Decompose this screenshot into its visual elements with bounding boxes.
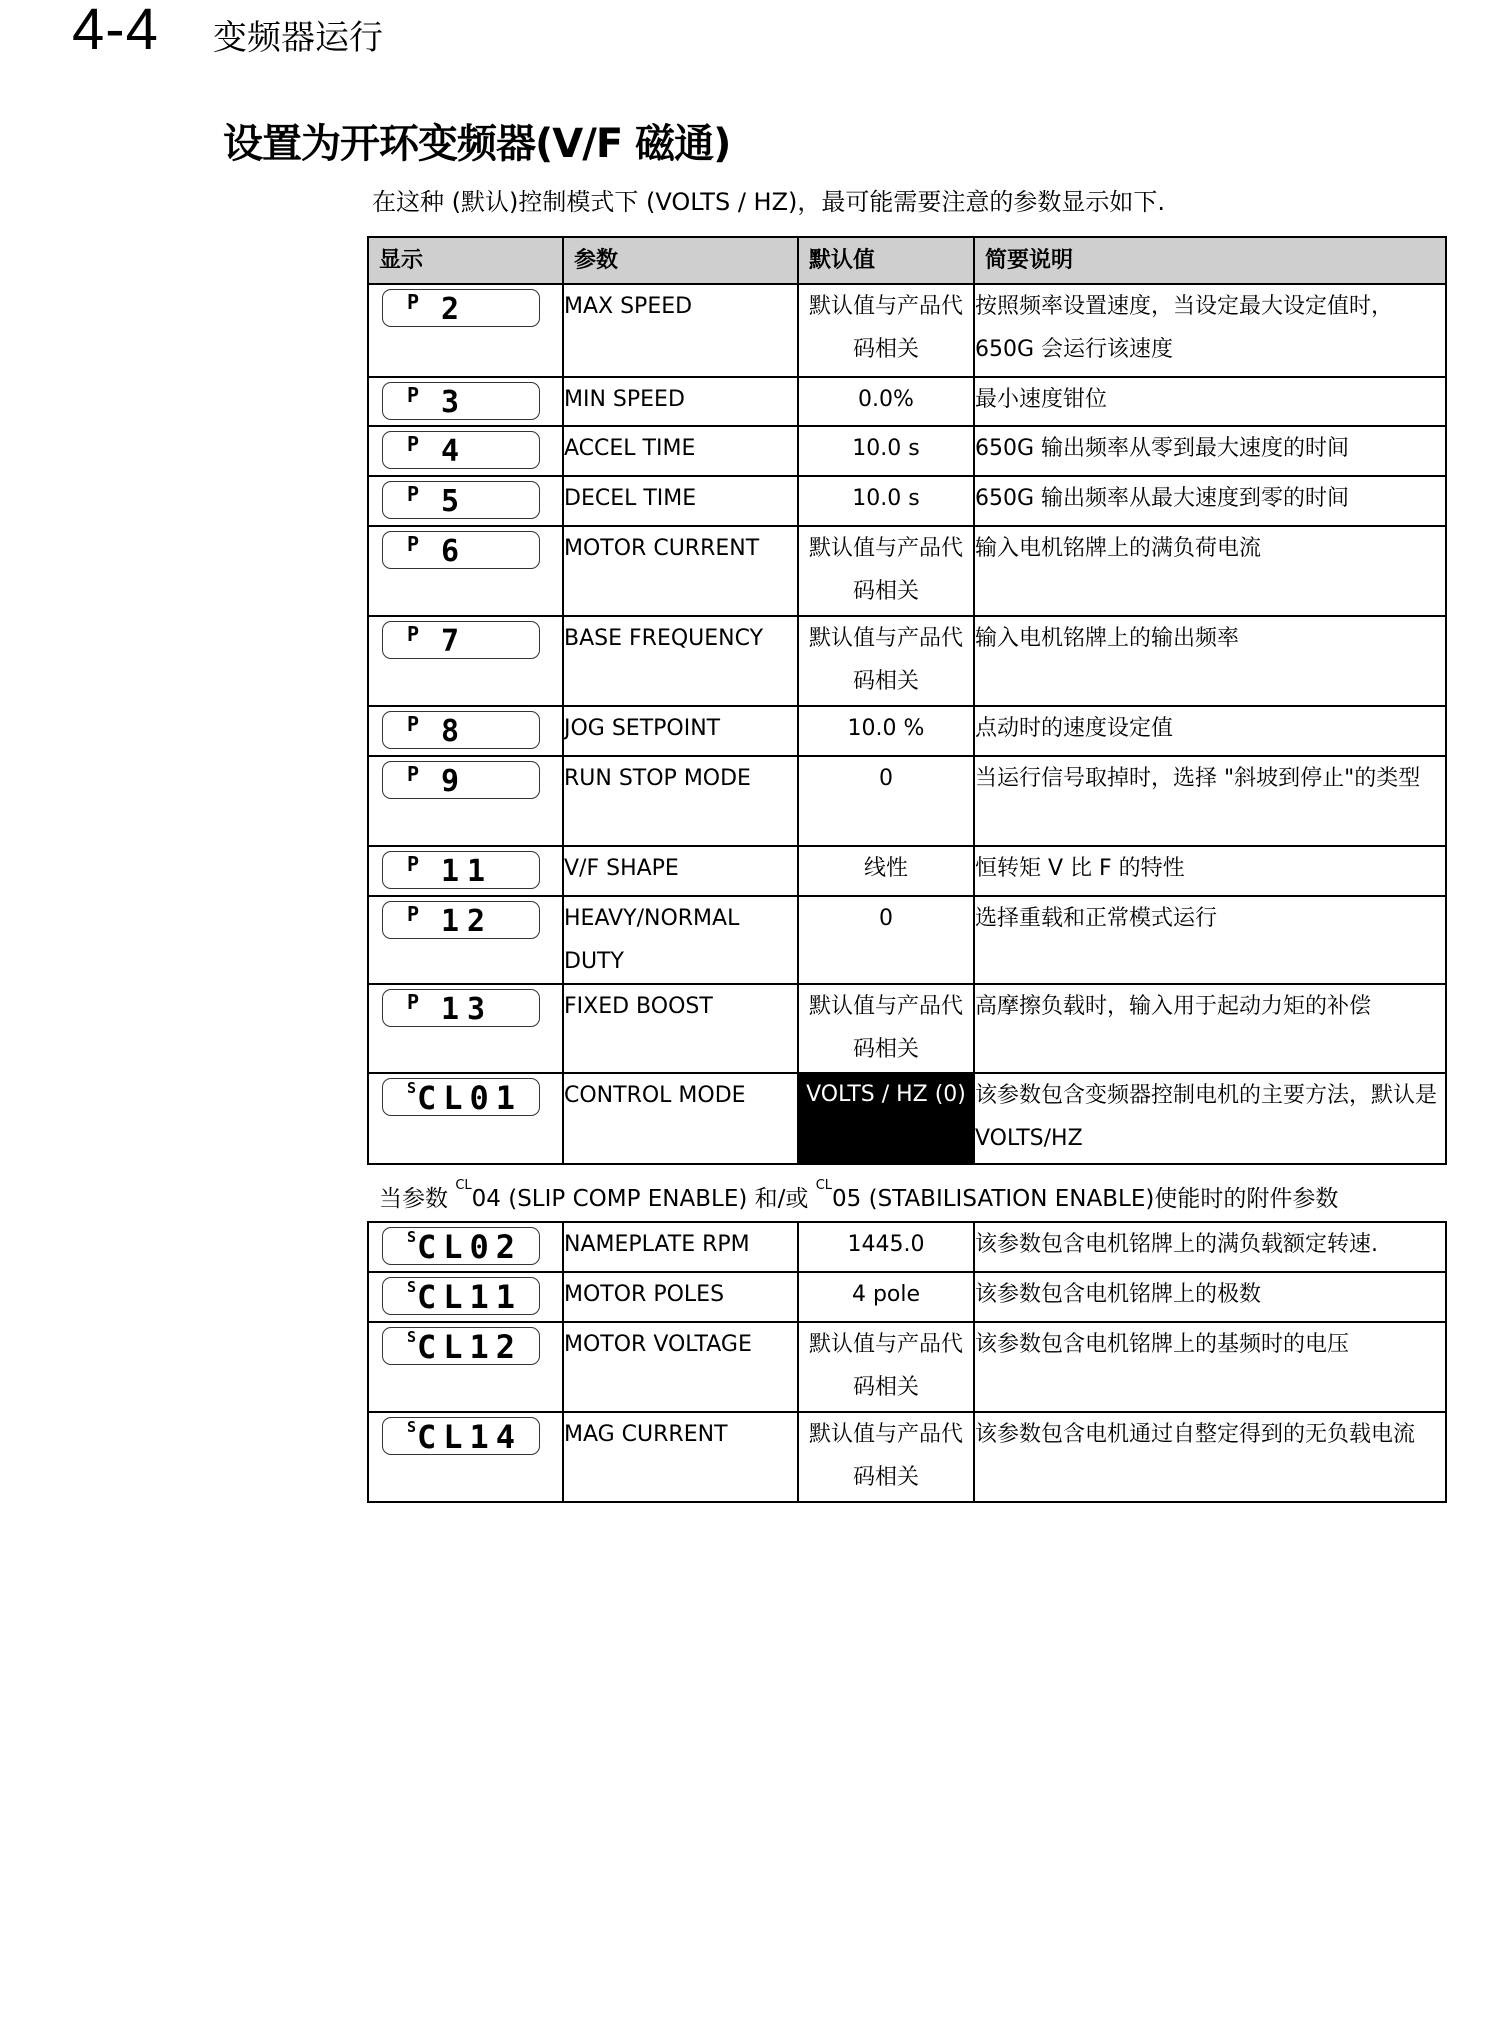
default-value: VOLTS / HZ (0) [798, 1073, 974, 1164]
display-prefix: P [407, 902, 420, 926]
parameter-table [367, 236, 1447, 1165]
additional-params-note [379, 1180, 1338, 1213]
display-cell [368, 1272, 563, 1322]
table-row [368, 426, 1446, 476]
display-number: 3 [441, 385, 468, 420]
lcd-display-icon [382, 711, 540, 749]
section-title: 设置为开环变频器(V/F 磁通) [223, 121, 731, 167]
display-cell [368, 1322, 563, 1412]
additional-parameter-table [367, 1221, 1447, 1503]
display-prefix: P [407, 383, 420, 407]
default-value: 10.0 s [798, 476, 974, 526]
default-value: 默认值与产品代码相关 [798, 284, 974, 377]
display-prefix: S [407, 1278, 417, 1296]
parameter-name: V/F SHAPE [563, 846, 798, 896]
display-number: CL01 [417, 1079, 523, 1117]
display-prefix: P [407, 290, 420, 314]
display-cell [368, 1222, 563, 1272]
description: 该参数包含电机铭牌上的极数 [974, 1272, 1446, 1322]
default-value: 默认值与产品代码相关 [798, 526, 974, 616]
display-prefix: S [407, 1418, 417, 1436]
lcd-display-icon [382, 1227, 540, 1265]
parameter-name: FIXED BOOST [563, 984, 798, 1073]
description: 最小速度钳位 [974, 377, 1446, 426]
table-row [368, 526, 1446, 616]
display-number: CL02 [417, 1228, 523, 1266]
lcd-display-icon [382, 901, 540, 939]
table-row [368, 706, 1446, 756]
display-prefix: P [407, 432, 420, 456]
column-header-description: 简要说明 [974, 237, 1446, 284]
display-number: CL11 [417, 1278, 523, 1316]
display-cell [368, 706, 563, 756]
parameter-name: MAG CURRENT [563, 1412, 798, 1502]
lcd-display-icon [382, 1078, 540, 1116]
lcd-display-icon [382, 1277, 540, 1315]
table-row [368, 1412, 1446, 1502]
lcd-display-icon [382, 289, 540, 327]
parameter-name: HEAVY/NORMAL DUTY [563, 896, 798, 984]
intro-text: 在这种 (默认)控制模式下 (VOLTS / HZ)，最可能需要注意的参数显示如下. [372, 188, 1166, 216]
default-value: 线性 [798, 846, 974, 896]
parameter-name: ACCEL TIME [563, 426, 798, 476]
description: 选择重载和正常模式运行 [974, 896, 1446, 984]
display-number: 2 [441, 292, 468, 327]
parameter-name: MIN SPEED [563, 377, 798, 426]
parameter-name: MOTOR CURRENT [563, 526, 798, 616]
note-text: 05 (STABILISATION ENABLE)使能时的附件参数 [832, 1186, 1339, 1212]
table-row [368, 476, 1446, 526]
default-value: 默认值与产品代码相关 [798, 984, 974, 1073]
display-number: 11 [441, 854, 494, 889]
display-cell [368, 1412, 563, 1502]
display-number: 7 [441, 624, 468, 659]
display-prefix: P [407, 852, 420, 876]
default-value: 4 pole [798, 1272, 974, 1322]
table-row [368, 896, 1446, 984]
table-row [368, 1073, 1446, 1164]
parameter-name: MAX SPEED [563, 284, 798, 377]
default-value: 默认值与产品代码相关 [798, 616, 974, 706]
description: 该参数包含电机铭牌上的基频时的电压 [974, 1322, 1446, 1412]
display-number: 6 [441, 534, 468, 569]
column-header-parameter: 参数 [563, 237, 798, 284]
note-text: 04 (SLIP COMP ENABLE) 和/或 [471, 1186, 816, 1212]
parameter-name: MOTOR VOLTAGE [563, 1322, 798, 1412]
display-prefix: P [407, 482, 420, 506]
display-cell [368, 526, 563, 616]
table-row [368, 846, 1446, 896]
display-number: 9 [441, 764, 468, 799]
display-cell [368, 377, 563, 426]
display-cell [368, 846, 563, 896]
lcd-display-icon [382, 382, 540, 420]
display-number: 12 [441, 904, 494, 939]
description: 该参数包含电机铭牌上的满负载额定转速. [974, 1222, 1446, 1272]
display-cell [368, 426, 563, 476]
display-prefix: S [407, 1079, 417, 1097]
table-row [368, 616, 1446, 706]
parameter-name: RUN STOP MODE [563, 756, 798, 846]
table-row [368, 1222, 1446, 1272]
display-cell [368, 1073, 563, 1164]
display-prefix: S [407, 1228, 417, 1246]
parameter-name: JOG SETPOINT [563, 706, 798, 756]
default-value: 0 [798, 896, 974, 984]
table-row [368, 984, 1446, 1073]
display-prefix: P [407, 532, 420, 556]
lcd-display-icon [382, 761, 540, 799]
description: 高摩擦负载时，输入用于起动力矩的补偿 [974, 984, 1446, 1073]
display-number: 13 [441, 992, 494, 1027]
table-header-row [368, 237, 1446, 284]
default-value: 0.0% [798, 377, 974, 426]
lcd-display-icon [382, 481, 540, 519]
lcd-display-icon [382, 1327, 540, 1365]
parameter-name: CONTROL MODE [563, 1073, 798, 1164]
parameter-name: BASE FREQUENCY [563, 616, 798, 706]
note-superscript: CL [815, 1178, 833, 1193]
lcd-display-icon [382, 989, 540, 1027]
display-prefix: P [407, 712, 420, 736]
description: 该参数包含电机通过自整定得到的无负载电流 [974, 1412, 1446, 1502]
display-prefix: P [407, 762, 420, 786]
note-text: 当参数 [379, 1186, 456, 1212]
description: 当运行信号取掉时，选择 "斜坡到停止"的类型 [974, 756, 1446, 846]
default-value: 10.0 % [798, 706, 974, 756]
parameter-name: MOTOR POLES [563, 1272, 798, 1322]
description: 650G 输出频率从最大速度到零的时间 [974, 476, 1446, 526]
description: 输入电机铭牌上的输出频率 [974, 616, 1446, 706]
default-value: 默认值与产品代码相关 [798, 1412, 974, 1502]
display-cell [368, 896, 563, 984]
description: 按照频率设置速度，当设定最大设定值时，650G 会运行该速度 [974, 284, 1446, 377]
lcd-display-icon [382, 431, 540, 469]
display-cell [368, 984, 563, 1073]
display-number: 8 [441, 714, 468, 749]
chapter-title: 变频器运行 [213, 18, 383, 58]
default-value: 10.0 s [798, 426, 974, 476]
display-prefix: P [407, 990, 420, 1014]
lcd-display-icon [382, 621, 540, 659]
display-prefix: S [407, 1328, 417, 1346]
description: 点动时的速度设定值 [974, 706, 1446, 756]
display-number: 5 [441, 484, 468, 519]
lcd-display-icon [382, 1417, 540, 1455]
note-superscript: CL [455, 1178, 472, 1193]
column-header-default: 默认值 [798, 237, 974, 284]
parameter-name: DECEL TIME [563, 476, 798, 526]
display-cell [368, 756, 563, 846]
display-number: CL14 [417, 1418, 523, 1456]
table-row [368, 377, 1446, 426]
column-header-display: 显示 [368, 237, 563, 284]
description: 恒转矩 V 比 F 的特性 [974, 846, 1446, 896]
lcd-display-icon [382, 531, 540, 569]
display-number: CL12 [417, 1328, 523, 1366]
table-row [368, 1322, 1446, 1412]
table-row [368, 1272, 1446, 1322]
description: 输入电机铭牌上的满负荷电流 [974, 526, 1446, 616]
display-cell [368, 616, 563, 706]
default-value: 1445.0 [798, 1222, 974, 1272]
display-number: 4 [441, 434, 468, 469]
display-cell [368, 284, 563, 377]
table-row [368, 284, 1446, 377]
default-value: 默认值与产品代码相关 [798, 1322, 974, 1412]
description: 该参数包含变频器控制电机的主要方法，默认是 VOLTS/HZ [974, 1073, 1446, 1164]
description: 650G 输出频率从零到最大速度的时间 [974, 426, 1446, 476]
display-prefix: P [407, 622, 420, 646]
display-cell [368, 476, 563, 526]
parameter-name: NAMEPLATE RPM [563, 1222, 798, 1272]
table-row [368, 756, 1446, 846]
lcd-display-icon [382, 851, 540, 889]
default-value: 0 [798, 756, 974, 846]
chapter-number: 4-4 [72, 0, 159, 62]
